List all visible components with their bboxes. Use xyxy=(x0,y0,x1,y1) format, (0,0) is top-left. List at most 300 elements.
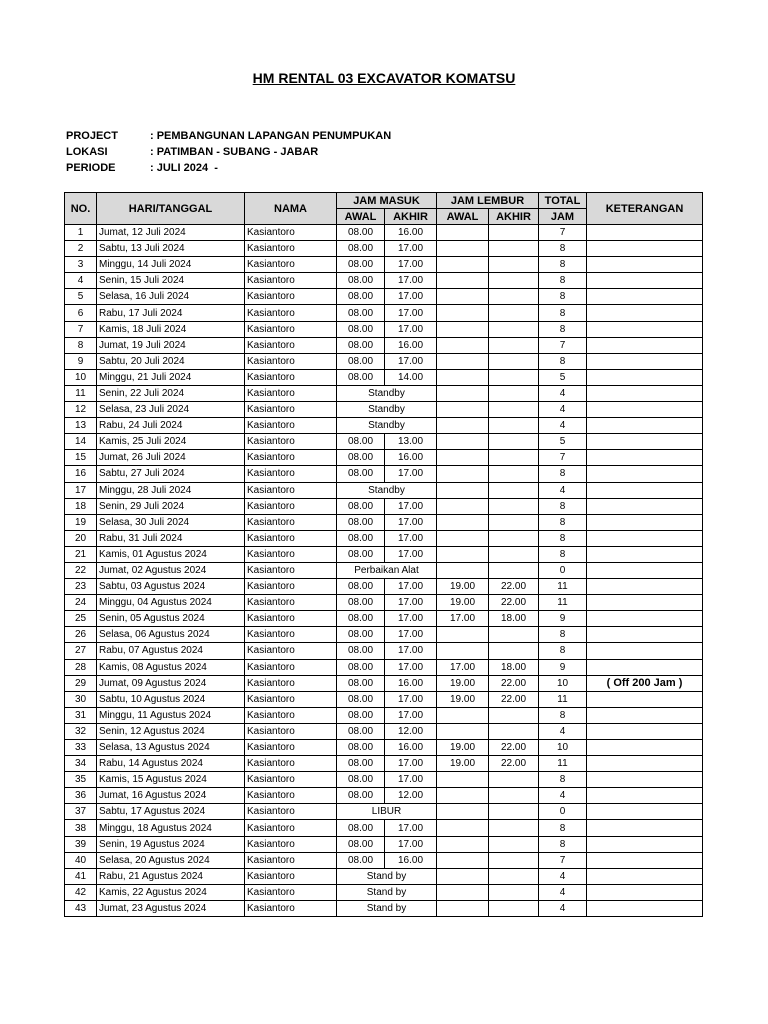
row-no: 12 xyxy=(65,402,97,418)
row-total-jam: 7 xyxy=(539,337,587,353)
row-total-jam: 8 xyxy=(539,241,587,257)
row-lembur-awal: 17.00 xyxy=(437,611,489,627)
row-lembur-akhir: 22.00 xyxy=(489,691,539,707)
row-lembur-awal xyxy=(437,273,489,289)
row-total-jam: 8 xyxy=(539,836,587,852)
row-lembur-akhir xyxy=(489,337,539,353)
row-lembur-awal: 19.00 xyxy=(437,579,489,595)
row-date: Kamis, 22 Agustus 2024 xyxy=(97,884,245,900)
row-lembur-akhir xyxy=(489,562,539,578)
row-total-jam: 10 xyxy=(539,740,587,756)
document-title: HM RENTAL 03 EXCAVATOR KOMATSU xyxy=(252,70,516,86)
table-row xyxy=(65,611,703,627)
row-keterangan xyxy=(587,788,703,804)
row-keterangan xyxy=(587,579,703,595)
row-lembur-akhir xyxy=(489,289,539,305)
row-date: Jumat, 19 Juli 2024 xyxy=(97,337,245,353)
row-lembur-akhir xyxy=(489,353,539,369)
row-no: 38 xyxy=(65,820,97,836)
row-total-jam: 8 xyxy=(539,514,587,530)
row-keterangan xyxy=(587,305,703,321)
row-no: 23 xyxy=(65,579,97,595)
row-date: Senin, 19 Agustus 2024 xyxy=(97,836,245,852)
table-row xyxy=(65,852,703,868)
row-lembur-awal xyxy=(437,353,489,369)
row-total-jam: 7 xyxy=(539,450,587,466)
row-keterangan xyxy=(587,740,703,756)
row-lembur-akhir xyxy=(489,900,539,916)
row-keterangan xyxy=(587,643,703,659)
row-lembur-akhir xyxy=(489,707,539,723)
row-lembur-akhir xyxy=(489,305,539,321)
row-masuk-awal: 08.00 xyxy=(337,305,385,321)
row-date: Senin, 12 Agustus 2024 xyxy=(97,723,245,739)
row-nama: Kasiantoro xyxy=(245,305,337,321)
header-hari-tanggal: HARI/TANGGAL xyxy=(97,193,245,225)
row-total-jam: 8 xyxy=(539,289,587,305)
row-lembur-awal xyxy=(437,434,489,450)
row-total-jam: 0 xyxy=(539,562,587,578)
row-date: Kamis, 08 Agustus 2024 xyxy=(97,659,245,675)
row-nama: Kasiantoro xyxy=(245,225,337,241)
row-date: Rabu, 24 Juli 2024 xyxy=(97,418,245,434)
row-masuk-awal: 08.00 xyxy=(337,289,385,305)
row-nama: Kasiantoro xyxy=(245,707,337,723)
row-lembur-awal xyxy=(437,836,489,852)
row-nama: Kasiantoro xyxy=(245,659,337,675)
row-lembur-awal xyxy=(437,884,489,900)
row-no: 8 xyxy=(65,337,97,353)
row-date: Senin, 15 Juli 2024 xyxy=(97,273,245,289)
header-masuk-akhir: AKHIR xyxy=(385,209,437,225)
row-masuk-awal: 08.00 xyxy=(337,772,385,788)
row-keterangan xyxy=(587,723,703,739)
row-date: Sabtu, 17 Agustus 2024 xyxy=(97,804,245,820)
row-no: 15 xyxy=(65,450,97,466)
row-keterangan xyxy=(587,321,703,337)
row-lembur-awal xyxy=(437,241,489,257)
row-lembur-awal xyxy=(437,643,489,659)
row-total-jam: 8 xyxy=(539,627,587,643)
row-masuk-awal: 08.00 xyxy=(337,434,385,450)
row-lembur-awal xyxy=(437,305,489,321)
row-no: 28 xyxy=(65,659,97,675)
row-date: Sabtu, 13 Juli 2024 xyxy=(97,241,245,257)
table-row xyxy=(65,900,703,916)
row-lembur-akhir xyxy=(489,884,539,900)
row-date: Rabu, 17 Juli 2024 xyxy=(97,305,245,321)
header-jam-lembur: JAM LEMBUR xyxy=(437,193,539,209)
meta-label: PROJECT xyxy=(66,130,118,142)
row-lembur-awal xyxy=(437,369,489,385)
row-lembur-awal xyxy=(437,820,489,836)
row-keterangan xyxy=(587,546,703,562)
row-total-jam: 8 xyxy=(539,772,587,788)
row-masuk-akhir: 16.00 xyxy=(385,852,437,868)
row-keterangan xyxy=(587,498,703,514)
row-keterangan xyxy=(587,353,703,369)
row-masuk-akhir: 17.00 xyxy=(385,241,437,257)
row-lembur-awal xyxy=(437,723,489,739)
row-nama: Kasiantoro xyxy=(245,289,337,305)
row-masuk-awal: 08.00 xyxy=(337,353,385,369)
row-total-jam: 4 xyxy=(539,884,587,900)
row-no: 19 xyxy=(65,514,97,530)
row-lembur-akhir xyxy=(489,241,539,257)
header-masuk-awal: AWAL xyxy=(337,209,385,225)
hour-meter-table xyxy=(64,192,703,917)
row-masuk-akhir: 17.00 xyxy=(385,353,437,369)
row-jam-masuk-status: Stand by xyxy=(337,868,437,884)
row-total-jam: 5 xyxy=(539,369,587,385)
row-nama: Kasiantoro xyxy=(245,691,337,707)
row-masuk-akhir: 17.00 xyxy=(385,289,437,305)
row-masuk-akhir: 17.00 xyxy=(385,772,437,788)
row-keterangan xyxy=(587,627,703,643)
row-masuk-awal: 08.00 xyxy=(337,643,385,659)
row-lembur-akhir xyxy=(489,257,539,273)
row-date: Selasa, 30 Juli 2024 xyxy=(97,514,245,530)
row-lembur-akhir xyxy=(489,450,539,466)
row-lembur-awal: 19.00 xyxy=(437,740,489,756)
row-masuk-awal: 08.00 xyxy=(337,579,385,595)
row-keterangan xyxy=(587,385,703,401)
row-nama: Kasiantoro xyxy=(245,498,337,514)
row-lembur-awal xyxy=(437,788,489,804)
row-lembur-akhir xyxy=(489,321,539,337)
row-no: 26 xyxy=(65,627,97,643)
row-jam-masuk-status: LIBUR xyxy=(337,804,437,820)
table-row xyxy=(65,643,703,659)
row-masuk-awal: 08.00 xyxy=(337,450,385,466)
row-date: Senin, 05 Agustus 2024 xyxy=(97,611,245,627)
table-row xyxy=(65,820,703,836)
row-no: 4 xyxy=(65,273,97,289)
row-masuk-akhir: 17.00 xyxy=(385,579,437,595)
row-keterangan xyxy=(587,402,703,418)
row-total-jam: 8 xyxy=(539,820,587,836)
row-date: Senin, 22 Juli 2024 xyxy=(97,385,245,401)
row-keterangan xyxy=(587,820,703,836)
row-date: Jumat, 26 Juli 2024 xyxy=(97,450,245,466)
row-lembur-akhir xyxy=(489,852,539,868)
row-masuk-awal: 08.00 xyxy=(337,852,385,868)
row-lembur-awal xyxy=(437,289,489,305)
row-masuk-akhir: 17.00 xyxy=(385,305,437,321)
row-masuk-akhir: 16.00 xyxy=(385,225,437,241)
row-nama: Kasiantoro xyxy=(245,257,337,273)
row-lembur-akhir xyxy=(489,772,539,788)
row-date: Jumat, 16 Agustus 2024 xyxy=(97,788,245,804)
row-nama: Kasiantoro xyxy=(245,418,337,434)
row-nama: Kasiantoro xyxy=(245,402,337,418)
row-lembur-akhir xyxy=(489,402,539,418)
row-total-jam: 8 xyxy=(539,257,587,273)
row-nama: Kasiantoro xyxy=(245,740,337,756)
row-date: Jumat, 09 Agustus 2024 xyxy=(97,675,245,691)
meta-row-lokasi xyxy=(66,144,391,160)
row-lembur-akhir xyxy=(489,385,539,401)
row-keterangan xyxy=(587,530,703,546)
row-total-jam: 5 xyxy=(539,434,587,450)
row-total-jam: 10 xyxy=(539,675,587,691)
row-keterangan xyxy=(587,466,703,482)
row-lembur-akhir: 22.00 xyxy=(489,740,539,756)
table-body xyxy=(65,225,703,917)
row-total-jam: 8 xyxy=(539,707,587,723)
row-no: 7 xyxy=(65,321,97,337)
row-nama: Kasiantoro xyxy=(245,514,337,530)
row-nama: Kasiantoro xyxy=(245,273,337,289)
row-masuk-awal: 08.00 xyxy=(337,337,385,353)
row-total-jam: 8 xyxy=(539,353,587,369)
table-row xyxy=(65,273,703,289)
row-lembur-akhir xyxy=(489,273,539,289)
row-total-jam: 4 xyxy=(539,788,587,804)
row-nama: Kasiantoro xyxy=(245,353,337,369)
row-total-jam: 8 xyxy=(539,498,587,514)
meta-row-project xyxy=(66,128,391,144)
row-keterangan xyxy=(587,482,703,498)
row-masuk-awal: 08.00 xyxy=(337,723,385,739)
row-keterangan xyxy=(587,369,703,385)
row-keterangan xyxy=(587,337,703,353)
row-nama: Kasiantoro xyxy=(245,482,337,498)
row-lembur-awal xyxy=(437,321,489,337)
row-total-jam: 4 xyxy=(539,723,587,739)
table-row xyxy=(65,804,703,820)
row-no: 29 xyxy=(65,675,97,691)
row-total-jam: 9 xyxy=(539,611,587,627)
row-nama: Kasiantoro xyxy=(245,675,337,691)
row-masuk-akhir: 16.00 xyxy=(385,740,437,756)
row-date: Kamis, 15 Agustus 2024 xyxy=(97,772,245,788)
row-lembur-akhir: 22.00 xyxy=(489,579,539,595)
row-lembur-awal xyxy=(437,546,489,562)
row-total-jam: 11 xyxy=(539,595,587,611)
row-nama: Kasiantoro xyxy=(245,611,337,627)
row-no: 3 xyxy=(65,257,97,273)
row-total-jam: 8 xyxy=(539,546,587,562)
row-keterangan xyxy=(587,852,703,868)
row-lembur-akhir xyxy=(489,723,539,739)
row-no: 36 xyxy=(65,788,97,804)
row-masuk-akhir: 17.00 xyxy=(385,611,437,627)
row-nama: Kasiantoro xyxy=(245,337,337,353)
row-jam-masuk-status: Stand by xyxy=(337,900,437,916)
row-lembur-akhir: 18.00 xyxy=(489,659,539,675)
row-no: 27 xyxy=(65,643,97,659)
row-date: Sabtu, 03 Agustus 2024 xyxy=(97,579,245,595)
row-total-jam: 8 xyxy=(539,305,587,321)
row-no: 41 xyxy=(65,868,97,884)
row-masuk-akhir: 17.00 xyxy=(385,321,437,337)
row-lembur-awal: 19.00 xyxy=(437,675,489,691)
row-keterangan xyxy=(587,273,703,289)
row-no: 14 xyxy=(65,434,97,450)
row-no: 18 xyxy=(65,498,97,514)
row-nama: Kasiantoro xyxy=(245,579,337,595)
row-total-jam: 4 xyxy=(539,418,587,434)
row-jam-masuk-status: Perbaikan Alat xyxy=(337,562,437,578)
row-lembur-akhir: 22.00 xyxy=(489,595,539,611)
row-masuk-awal: 08.00 xyxy=(337,836,385,852)
row-nama: Kasiantoro xyxy=(245,868,337,884)
row-keterangan xyxy=(587,562,703,578)
row-lembur-akhir xyxy=(489,530,539,546)
row-lembur-awal xyxy=(437,482,489,498)
row-total-jam: 11 xyxy=(539,756,587,772)
row-keterangan xyxy=(587,450,703,466)
row-total-jam: 4 xyxy=(539,385,587,401)
row-masuk-awal: 08.00 xyxy=(337,595,385,611)
table-row xyxy=(65,369,703,385)
table-row xyxy=(65,868,703,884)
row-date: Rabu, 21 Agustus 2024 xyxy=(97,868,245,884)
row-lembur-awal: 19.00 xyxy=(437,756,489,772)
row-masuk-awal: 08.00 xyxy=(337,740,385,756)
row-nama: Kasiantoro xyxy=(245,562,337,578)
row-keterangan xyxy=(587,611,703,627)
row-lembur-awal xyxy=(437,257,489,273)
row-masuk-akhir: 13.00 xyxy=(385,434,437,450)
row-keterangan xyxy=(587,868,703,884)
row-nama: Kasiantoro xyxy=(245,788,337,804)
row-total-jam: 0 xyxy=(539,804,587,820)
row-keterangan xyxy=(587,289,703,305)
table-row xyxy=(65,836,703,852)
row-keterangan xyxy=(587,756,703,772)
table-row xyxy=(65,595,703,611)
table-row xyxy=(65,740,703,756)
row-lembur-awal xyxy=(437,514,489,530)
row-no: 6 xyxy=(65,305,97,321)
row-no: 34 xyxy=(65,756,97,772)
row-masuk-awal: 08.00 xyxy=(337,225,385,241)
row-jam-masuk-status: Standby xyxy=(337,402,437,418)
header-lembur-akhir: AKHIR xyxy=(489,209,539,225)
row-lembur-akhir xyxy=(489,788,539,804)
row-lembur-awal xyxy=(437,530,489,546)
table-row xyxy=(65,402,703,418)
row-lembur-awal xyxy=(437,225,489,241)
row-lembur-akhir xyxy=(489,369,539,385)
row-no: 37 xyxy=(65,804,97,820)
row-date: Rabu, 31 Juli 2024 xyxy=(97,530,245,546)
table-row xyxy=(65,418,703,434)
row-nama: Kasiantoro xyxy=(245,836,337,852)
row-lembur-akhir xyxy=(489,643,539,659)
row-nama: Kasiantoro xyxy=(245,756,337,772)
row-keterangan xyxy=(587,225,703,241)
row-lembur-akhir xyxy=(489,498,539,514)
table-row xyxy=(65,562,703,578)
row-lembur-akhir xyxy=(489,482,539,498)
row-keterangan: ( Off 200 Jam ) xyxy=(587,675,703,691)
table-row xyxy=(65,514,703,530)
row-no: 43 xyxy=(65,900,97,916)
row-masuk-awal: 08.00 xyxy=(337,498,385,514)
row-nama: Kasiantoro xyxy=(245,627,337,643)
row-keterangan xyxy=(587,804,703,820)
row-no: 2 xyxy=(65,241,97,257)
row-no: 17 xyxy=(65,482,97,498)
table-row xyxy=(65,337,703,353)
row-no: 30 xyxy=(65,691,97,707)
table-row xyxy=(65,627,703,643)
row-nama: Kasiantoro xyxy=(245,852,337,868)
header-keterangan: KETERANGAN xyxy=(587,193,703,225)
row-total-jam: 7 xyxy=(539,225,587,241)
row-lembur-awal xyxy=(437,402,489,418)
header-jam: JAM xyxy=(539,209,587,225)
row-date: Sabtu, 10 Agustus 2024 xyxy=(97,691,245,707)
row-masuk-awal: 08.00 xyxy=(337,611,385,627)
row-lembur-awal: 19.00 xyxy=(437,595,489,611)
row-no: 9 xyxy=(65,353,97,369)
row-keterangan xyxy=(587,514,703,530)
row-masuk-akhir: 17.00 xyxy=(385,643,437,659)
row-nama: Kasiantoro xyxy=(245,450,337,466)
row-nama: Kasiantoro xyxy=(245,385,337,401)
row-masuk-akhir: 14.00 xyxy=(385,369,437,385)
row-keterangan xyxy=(587,241,703,257)
table-row xyxy=(65,772,703,788)
row-total-jam: 4 xyxy=(539,868,587,884)
row-lembur-akhir: 18.00 xyxy=(489,611,539,627)
row-masuk-awal: 08.00 xyxy=(337,659,385,675)
row-keterangan xyxy=(587,707,703,723)
table-row xyxy=(65,788,703,804)
row-lembur-awal xyxy=(437,498,489,514)
row-jam-masuk-status: Standby xyxy=(337,482,437,498)
row-masuk-akhir: 17.00 xyxy=(385,546,437,562)
table-row xyxy=(65,305,703,321)
row-masuk-awal: 08.00 xyxy=(337,820,385,836)
row-lembur-awal xyxy=(437,385,489,401)
table-row xyxy=(65,691,703,707)
header-lembur-awal: AWAL xyxy=(437,209,489,225)
row-lembur-akhir xyxy=(489,820,539,836)
row-keterangan xyxy=(587,418,703,434)
table-row xyxy=(65,498,703,514)
table-row xyxy=(65,434,703,450)
row-total-jam: 8 xyxy=(539,466,587,482)
row-masuk-awal: 08.00 xyxy=(337,273,385,289)
row-masuk-akhir: 17.00 xyxy=(385,659,437,675)
row-date: Selasa, 20 Agustus 2024 xyxy=(97,852,245,868)
table-row xyxy=(65,675,703,691)
meta-value: : PATIMBAN - SUBANG - JABAR xyxy=(150,146,319,158)
row-masuk-akhir: 17.00 xyxy=(385,756,437,772)
row-masuk-akhir: 17.00 xyxy=(385,820,437,836)
table-row xyxy=(65,884,703,900)
row-masuk-awal: 08.00 xyxy=(337,514,385,530)
row-masuk-awal: 08.00 xyxy=(337,466,385,482)
row-lembur-akhir xyxy=(489,868,539,884)
row-masuk-akhir: 16.00 xyxy=(385,675,437,691)
row-nama: Kasiantoro xyxy=(245,900,337,916)
row-masuk-awal: 08.00 xyxy=(337,530,385,546)
row-no: 33 xyxy=(65,740,97,756)
row-nama: Kasiantoro xyxy=(245,530,337,546)
row-no: 40 xyxy=(65,852,97,868)
row-date: Minggu, 21 Juli 2024 xyxy=(97,369,245,385)
row-total-jam: 11 xyxy=(539,691,587,707)
row-no: 42 xyxy=(65,884,97,900)
row-keterangan xyxy=(587,772,703,788)
row-jam-masuk-status: Stand by xyxy=(337,884,437,900)
